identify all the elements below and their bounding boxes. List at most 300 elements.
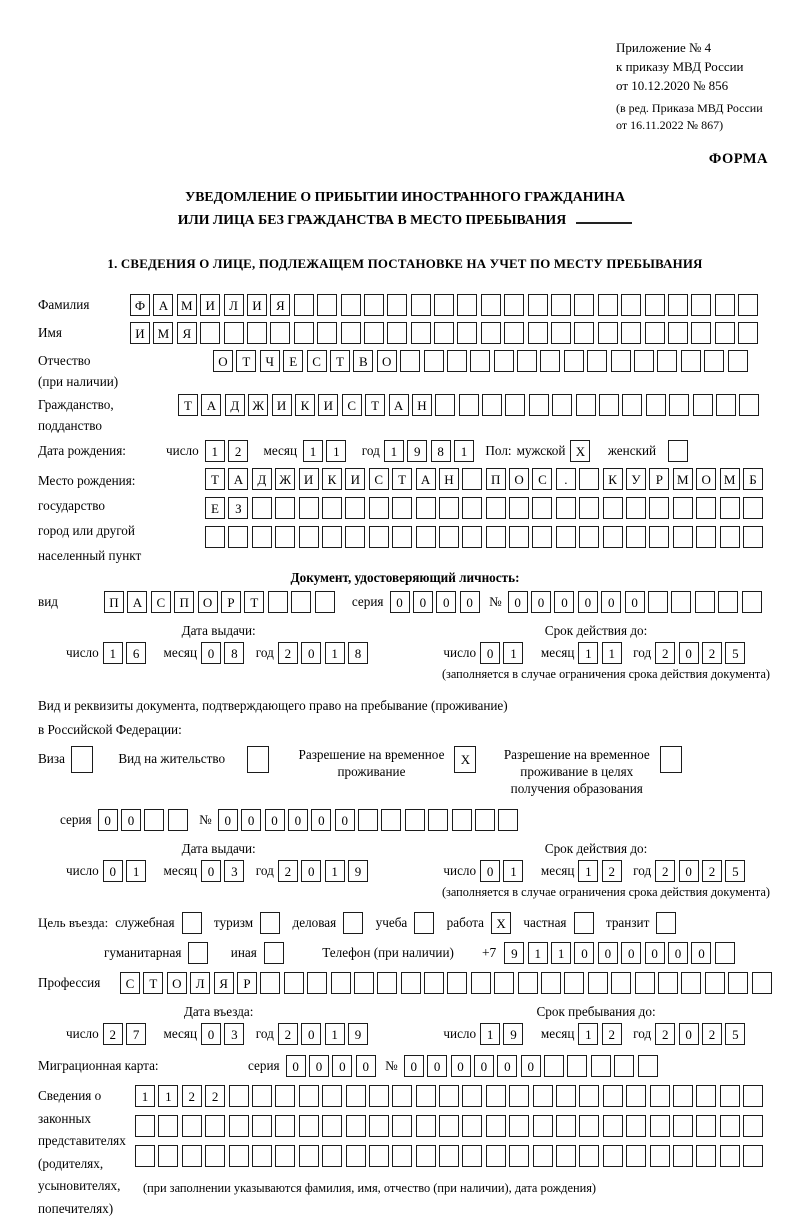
patronymic-cell[interactable]: О xyxy=(213,350,233,372)
purpose-humanitarian-checkbox-cell[interactable] xyxy=(188,942,208,964)
migration-number-cell[interactable]: 0 xyxy=(521,1055,541,1077)
birth-place-cell[interactable]: Д xyxy=(252,468,272,490)
birth-place-cell[interactable] xyxy=(486,497,506,519)
doc-number-cell[interactable] xyxy=(671,591,691,613)
patronymic-cell[interactable] xyxy=(611,350,631,372)
surname-cell[interactable] xyxy=(457,294,477,316)
legal-reps-cell[interactable] xyxy=(158,1145,178,1167)
migration-number-cell[interactable] xyxy=(614,1055,634,1077)
patronymic-cell[interactable] xyxy=(447,350,467,372)
legal-reps-cell[interactable] xyxy=(743,1085,763,1107)
purpose-other-checkbox-cell[interactable] xyxy=(264,942,284,964)
legal-reps-cell[interactable] xyxy=(603,1085,623,1107)
migration-number-cell[interactable]: 0 xyxy=(427,1055,447,1077)
surname-cell[interactable] xyxy=(481,294,501,316)
birth-place-cell[interactable] xyxy=(603,497,623,519)
name-cell[interactable]: И xyxy=(130,322,150,344)
surname-cell[interactable] xyxy=(551,294,571,316)
profession-cell[interactable] xyxy=(307,972,327,994)
doc-valid-year-cell[interactable]: 0 xyxy=(679,642,699,664)
profession-cell[interactable] xyxy=(447,972,467,994)
doc-number-cell[interactable]: 0 xyxy=(601,591,621,613)
permit-valid-year-cell[interactable]: 0 xyxy=(679,860,699,882)
birth-place-cell[interactable] xyxy=(345,526,365,548)
permit-number-cell[interactable] xyxy=(405,809,425,831)
legal-reps-cell[interactable] xyxy=(533,1115,553,1137)
profession-cell[interactable]: Т xyxy=(143,972,163,994)
legal-reps-cell[interactable] xyxy=(486,1115,506,1137)
name-cell[interactable] xyxy=(481,322,501,344)
legal-reps-cell[interactable] xyxy=(626,1115,646,1137)
birth-place-cell[interactable] xyxy=(369,526,389,548)
legal-reps-cell[interactable]: 1 xyxy=(158,1085,178,1107)
surname-cell[interactable] xyxy=(645,294,665,316)
name-cell[interactable] xyxy=(528,322,548,344)
surname-cell[interactable] xyxy=(574,294,594,316)
legal-reps-cell[interactable] xyxy=(439,1115,459,1137)
permit-number-cell[interactable] xyxy=(452,809,472,831)
legal-reps-cell[interactable] xyxy=(720,1085,740,1107)
birth-place-cell[interactable] xyxy=(579,468,599,490)
migration-number-cell[interactable] xyxy=(591,1055,611,1077)
doc-kind-cell[interactable]: О xyxy=(198,591,218,613)
migration-number-cell[interactable] xyxy=(544,1055,564,1077)
birth-place-cell[interactable] xyxy=(392,497,412,519)
legal-reps-cell[interactable] xyxy=(322,1145,342,1167)
legal-reps-cell[interactable] xyxy=(673,1115,693,1137)
surname-cell[interactable] xyxy=(364,294,384,316)
doc-kind-cell[interactable]: П xyxy=(174,591,194,613)
permit-valid-month-cell[interactable]: 2 xyxy=(602,860,622,882)
stay-year-cell[interactable]: 2 xyxy=(655,1023,675,1045)
doc-valid-month-cell[interactable]: 1 xyxy=(578,642,598,664)
surname-cell[interactable] xyxy=(434,294,454,316)
legal-reps-cell[interactable] xyxy=(299,1115,319,1137)
doc-issue-year-cell[interactable]: 8 xyxy=(348,642,368,664)
doc-valid-month-cell[interactable]: 1 xyxy=(602,642,622,664)
migration-number-cell[interactable] xyxy=(638,1055,658,1077)
doc-valid-year-cell[interactable]: 2 xyxy=(702,642,722,664)
temp-residence-education-checkbox-cell[interactable] xyxy=(660,746,682,773)
patronymic-cell[interactable] xyxy=(681,350,701,372)
doc-kind-cell[interactable] xyxy=(268,591,288,613)
legal-reps-cell[interactable] xyxy=(486,1085,506,1107)
doc-kind-cell[interactable]: С xyxy=(151,591,171,613)
legal-reps-cell[interactable] xyxy=(369,1145,389,1167)
patronymic-cell[interactable] xyxy=(400,350,420,372)
citizenship-cell[interactable]: Д xyxy=(225,394,245,416)
purpose-private-checkbox-cell[interactable] xyxy=(574,912,594,934)
name-cell[interactable] xyxy=(574,322,594,344)
legal-reps-cell[interactable] xyxy=(299,1085,319,1107)
permit-valid-year-cell[interactable]: 2 xyxy=(655,860,675,882)
doc-series-cell[interactable]: 0 xyxy=(390,591,410,613)
doc-valid-day-cell[interactable]: 0 xyxy=(480,642,500,664)
legal-reps-cell[interactable] xyxy=(462,1085,482,1107)
birth-place-cell[interactable]: А xyxy=(416,468,436,490)
citizenship-cell[interactable]: А xyxy=(389,394,409,416)
citizenship-cell[interactable] xyxy=(716,394,736,416)
legal-reps-cell[interactable] xyxy=(462,1115,482,1137)
legal-reps-cell[interactable] xyxy=(252,1115,272,1137)
permit-number-cell[interactable] xyxy=(381,809,401,831)
name-cell[interactable] xyxy=(457,322,477,344)
citizenship-cell[interactable] xyxy=(599,394,619,416)
profession-cell[interactable] xyxy=(658,972,678,994)
legal-reps-cell[interactable]: 2 xyxy=(182,1085,202,1107)
birth-place-cell[interactable] xyxy=(322,497,342,519)
birth-day-cell[interactable]: 2 xyxy=(228,440,248,462)
legal-reps-cell[interactable]: 1 xyxy=(135,1085,155,1107)
doc-number-cell[interactable] xyxy=(742,591,762,613)
permit-number-cell[interactable] xyxy=(475,809,495,831)
birth-year-cell[interactable]: 9 xyxy=(407,440,427,462)
legal-reps-cell[interactable] xyxy=(650,1145,670,1167)
doc-kind-cell[interactable]: П xyxy=(104,591,124,613)
name-cell[interactable] xyxy=(364,322,384,344)
doc-issue-month-cell[interactable]: 0 xyxy=(201,642,221,664)
legal-reps-cell[interactable] xyxy=(579,1085,599,1107)
patronymic-cell[interactable]: В xyxy=(353,350,373,372)
patronymic-cell[interactable] xyxy=(540,350,560,372)
patronymic-cell[interactable] xyxy=(494,350,514,372)
profession-cell[interactable]: Л xyxy=(190,972,210,994)
legal-reps-cell[interactable] xyxy=(392,1145,412,1167)
patronymic-cell[interactable] xyxy=(564,350,584,372)
surname-cell[interactable]: Ф xyxy=(130,294,150,316)
birth-place-cell[interactable]: И xyxy=(299,468,319,490)
surname-cell[interactable] xyxy=(691,294,711,316)
legal-reps-cell[interactable] xyxy=(299,1145,319,1167)
birth-place-cell[interactable] xyxy=(275,526,295,548)
migration-number-cell[interactable] xyxy=(567,1055,587,1077)
birth-place-cell[interactable] xyxy=(696,526,716,548)
profession-cell[interactable] xyxy=(354,972,374,994)
entry-month-cell[interactable]: 0 xyxy=(201,1023,221,1045)
birth-place-cell[interactable] xyxy=(462,497,482,519)
permit-number-cell[interactable]: 0 xyxy=(335,809,355,831)
name-cell[interactable] xyxy=(645,322,665,344)
legal-reps-cell[interactable] xyxy=(346,1145,366,1167)
name-cell[interactable] xyxy=(598,322,618,344)
profession-cell[interactable] xyxy=(611,972,631,994)
surname-cell[interactable] xyxy=(387,294,407,316)
birth-place-cell[interactable]: С xyxy=(369,468,389,490)
birth-place-cell[interactable] xyxy=(509,526,529,548)
stay-year-cell[interactable]: 2 xyxy=(702,1023,722,1045)
permit-valid-year-cell[interactable]: 2 xyxy=(702,860,722,882)
legal-reps-cell[interactable] xyxy=(346,1115,366,1137)
legal-reps-cell[interactable] xyxy=(696,1145,716,1167)
entry-year-cell[interactable]: 9 xyxy=(348,1023,368,1045)
birth-place-cell[interactable]: М xyxy=(673,468,693,490)
birth-place-cell[interactable]: Б xyxy=(743,468,763,490)
legal-reps-cell[interactable] xyxy=(252,1085,272,1107)
profession-cell[interactable] xyxy=(494,972,514,994)
stay-day-cell[interactable]: 9 xyxy=(503,1023,523,1045)
legal-reps-cell[interactable] xyxy=(229,1145,249,1167)
phone-cell[interactable]: 0 xyxy=(621,942,641,964)
citizenship-cell[interactable] xyxy=(482,394,502,416)
birth-place-cell[interactable]: У xyxy=(626,468,646,490)
birth-place-cell[interactable]: И xyxy=(345,468,365,490)
migration-series-cell[interactable]: 0 xyxy=(332,1055,352,1077)
birth-place-cell[interactable]: Е xyxy=(205,497,225,519)
migration-series-cell[interactable]: 0 xyxy=(286,1055,306,1077)
doc-series-cell[interactable]: 0 xyxy=(436,591,456,613)
legal-reps-cell[interactable] xyxy=(275,1145,295,1167)
surname-cell[interactable] xyxy=(738,294,758,316)
permit-number-cell[interactable] xyxy=(358,809,378,831)
permit-valid-month-cell[interactable]: 1 xyxy=(578,860,598,882)
birth-place-cell[interactable] xyxy=(369,497,389,519)
birth-place-cell[interactable]: О xyxy=(696,468,716,490)
legal-reps-cell[interactable] xyxy=(743,1145,763,1167)
name-cell[interactable] xyxy=(691,322,711,344)
legal-reps-cell[interactable] xyxy=(346,1085,366,1107)
citizenship-cell[interactable] xyxy=(552,394,572,416)
stay-day-cell[interactable]: 1 xyxy=(480,1023,500,1045)
migration-number-cell[interactable]: 0 xyxy=(497,1055,517,1077)
purpose-business-checkbox-cell[interactable] xyxy=(343,912,363,934)
birth-place-cell[interactable] xyxy=(462,526,482,548)
citizenship-cell[interactable] xyxy=(669,394,689,416)
birth-place-cell[interactable] xyxy=(532,497,552,519)
birth-place-cell[interactable]: С xyxy=(532,468,552,490)
permit-issue-year-cell[interactable]: 9 xyxy=(348,860,368,882)
birth-place-cell[interactable] xyxy=(509,497,529,519)
doc-series-cell[interactable]: 0 xyxy=(460,591,480,613)
birth-place-cell[interactable] xyxy=(439,526,459,548)
surname-cell[interactable]: Я xyxy=(270,294,290,316)
birth-place-cell[interactable] xyxy=(462,468,482,490)
legal-reps-cell[interactable] xyxy=(509,1085,529,1107)
citizenship-cell[interactable]: К xyxy=(295,394,315,416)
name-cell[interactable] xyxy=(411,322,431,344)
legal-reps-cell[interactable] xyxy=(205,1145,225,1167)
name-cell[interactable] xyxy=(224,322,244,344)
surname-cell[interactable] xyxy=(715,294,735,316)
profession-cell[interactable]: С xyxy=(120,972,140,994)
patronymic-cell[interactable]: Ч xyxy=(260,350,280,372)
citizenship-cell[interactable]: И xyxy=(318,394,338,416)
doc-valid-day-cell[interactable]: 1 xyxy=(503,642,523,664)
patronymic-cell[interactable] xyxy=(517,350,537,372)
patronymic-cell[interactable]: С xyxy=(307,350,327,372)
birth-place-cell[interactable] xyxy=(579,497,599,519)
legal-reps-cell[interactable] xyxy=(322,1085,342,1107)
purpose-official-checkbox-cell[interactable] xyxy=(182,912,202,934)
birth-place-cell[interactable] xyxy=(416,526,436,548)
sex-female-checkbox-cell[interactable] xyxy=(668,440,688,462)
migration-number-cell[interactable]: 0 xyxy=(404,1055,424,1077)
legal-reps-cell[interactable] xyxy=(369,1085,389,1107)
birth-place-cell[interactable] xyxy=(603,526,623,548)
legal-reps-cell[interactable] xyxy=(275,1115,295,1137)
birth-place-cell[interactable] xyxy=(322,526,342,548)
name-cell[interactable] xyxy=(715,322,735,344)
profession-cell[interactable] xyxy=(331,972,351,994)
permit-number-cell[interactable]: 0 xyxy=(288,809,308,831)
name-cell[interactable] xyxy=(434,322,454,344)
legal-reps-cell[interactable] xyxy=(509,1115,529,1137)
legal-reps-cell[interactable] xyxy=(229,1085,249,1107)
doc-kind-cell[interactable] xyxy=(291,591,311,613)
surname-cell[interactable] xyxy=(528,294,548,316)
surname-cell[interactable]: А xyxy=(153,294,173,316)
name-cell[interactable] xyxy=(387,322,407,344)
surname-cell[interactable] xyxy=(621,294,641,316)
birth-place-cell[interactable] xyxy=(649,497,669,519)
doc-number-cell[interactable] xyxy=(648,591,668,613)
legal-reps-cell[interactable] xyxy=(673,1085,693,1107)
birth-place-cell[interactable] xyxy=(696,497,716,519)
citizenship-cell[interactable]: Ж xyxy=(248,394,268,416)
birth-month-cell[interactable]: 1 xyxy=(303,440,323,462)
migration-number-cell[interactable]: 0 xyxy=(451,1055,471,1077)
phone-cell[interactable]: 0 xyxy=(574,942,594,964)
legal-reps-cell[interactable] xyxy=(579,1115,599,1137)
birth-place-cell[interactable] xyxy=(228,526,248,548)
legal-reps-cell[interactable] xyxy=(696,1115,716,1137)
birth-place-cell[interactable] xyxy=(626,497,646,519)
patronymic-cell[interactable]: Т xyxy=(236,350,256,372)
legal-reps-cell[interactable] xyxy=(462,1145,482,1167)
temp-residence-checkbox-cell[interactable]: X xyxy=(454,746,476,773)
legal-reps-cell[interactable] xyxy=(579,1145,599,1167)
doc-series-cell[interactable]: 0 xyxy=(413,591,433,613)
doc-kind-cell[interactable]: А xyxy=(127,591,147,613)
legal-reps-cell[interactable] xyxy=(603,1115,623,1137)
profession-cell[interactable] xyxy=(260,972,280,994)
profession-cell[interactable] xyxy=(681,972,701,994)
birth-place-cell[interactable] xyxy=(252,497,272,519)
citizenship-cell[interactable] xyxy=(646,394,666,416)
surname-cell[interactable] xyxy=(504,294,524,316)
birth-place-cell[interactable]: Н xyxy=(439,468,459,490)
patronymic-cell[interactable] xyxy=(424,350,444,372)
stay-year-cell[interactable]: 5 xyxy=(725,1023,745,1045)
phone-cell[interactable]: 9 xyxy=(504,942,524,964)
name-cell[interactable] xyxy=(551,322,571,344)
citizenship-cell[interactable] xyxy=(529,394,549,416)
entry-year-cell[interactable]: 1 xyxy=(325,1023,345,1045)
permit-series-cell[interactable] xyxy=(144,809,164,831)
legal-reps-cell[interactable] xyxy=(322,1115,342,1137)
birth-place-cell[interactable] xyxy=(626,526,646,548)
permit-issue-year-cell[interactable]: 1 xyxy=(325,860,345,882)
legal-reps-cell[interactable] xyxy=(252,1145,272,1167)
birth-place-cell[interactable] xyxy=(556,526,576,548)
legal-reps-cell[interactable] xyxy=(650,1085,670,1107)
purpose-tourism-checkbox-cell[interactable] xyxy=(260,912,280,934)
citizenship-cell[interactable]: Т xyxy=(178,394,198,416)
phone-cell[interactable] xyxy=(715,942,735,964)
surname-cell[interactable] xyxy=(317,294,337,316)
permit-issue-year-cell[interactable]: 2 xyxy=(278,860,298,882)
birth-place-cell[interactable] xyxy=(439,497,459,519)
doc-number-cell[interactable]: 0 xyxy=(578,591,598,613)
legal-reps-cell[interactable] xyxy=(720,1115,740,1137)
legal-reps-cell[interactable] xyxy=(182,1115,202,1137)
birth-place-cell[interactable] xyxy=(649,526,669,548)
birth-place-cell[interactable] xyxy=(720,526,740,548)
permit-issue-month-cell[interactable]: 3 xyxy=(224,860,244,882)
citizenship-cell[interactable] xyxy=(459,394,479,416)
permit-issue-day-cell[interactable]: 0 xyxy=(103,860,123,882)
purpose-work-checkbox-cell[interactable]: X xyxy=(491,912,511,934)
legal-reps-cell[interactable] xyxy=(626,1145,646,1167)
phone-cell[interactable]: 0 xyxy=(668,942,688,964)
profession-cell[interactable] xyxy=(377,972,397,994)
permit-issue-day-cell[interactable]: 1 xyxy=(126,860,146,882)
entry-day-cell[interactable]: 2 xyxy=(103,1023,123,1045)
doc-number-cell[interactable]: 0 xyxy=(508,591,528,613)
profession-cell[interactable] xyxy=(471,972,491,994)
birth-place-cell[interactable] xyxy=(299,497,319,519)
legal-reps-cell[interactable] xyxy=(392,1085,412,1107)
citizenship-cell[interactable] xyxy=(505,394,525,416)
birth-place-cell[interactable] xyxy=(743,497,763,519)
doc-kind-cell[interactable]: Р xyxy=(221,591,241,613)
doc-issue-year-cell[interactable]: 2 xyxy=(278,642,298,664)
citizenship-cell[interactable] xyxy=(622,394,642,416)
surname-cell[interactable] xyxy=(598,294,618,316)
profession-cell[interactable] xyxy=(728,972,748,994)
legal-reps-cell[interactable] xyxy=(509,1145,529,1167)
doc-number-cell[interactable] xyxy=(695,591,715,613)
surname-cell[interactable]: И xyxy=(247,294,267,316)
birth-place-cell[interactable]: Т xyxy=(392,468,412,490)
profession-cell[interactable] xyxy=(588,972,608,994)
name-cell[interactable] xyxy=(317,322,337,344)
surname-cell[interactable]: Л xyxy=(224,294,244,316)
residence-card-checkbox-cell[interactable] xyxy=(247,746,269,773)
name-cell[interactable]: Я xyxy=(177,322,197,344)
permit-number-cell[interactable]: 0 xyxy=(265,809,285,831)
legal-reps-cell[interactable] xyxy=(135,1145,155,1167)
profession-cell[interactable] xyxy=(401,972,421,994)
permit-valid-day-cell[interactable]: 0 xyxy=(480,860,500,882)
legal-reps-cell[interactable] xyxy=(533,1085,553,1107)
doc-kind-cell[interactable]: Т xyxy=(244,591,264,613)
visa-checkbox-cell[interactable] xyxy=(71,746,93,773)
doc-number-cell[interactable] xyxy=(718,591,738,613)
legal-reps-cell[interactable] xyxy=(369,1115,389,1137)
legal-reps-cell[interactable] xyxy=(182,1145,202,1167)
birth-place-cell[interactable] xyxy=(275,497,295,519)
purpose-study-checkbox-cell[interactable] xyxy=(414,912,434,934)
birth-place-cell[interactable]: З xyxy=(228,497,248,519)
profession-cell[interactable] xyxy=(635,972,655,994)
citizenship-cell[interactable]: Т xyxy=(365,394,385,416)
legal-reps-cell[interactable] xyxy=(486,1145,506,1167)
birth-place-cell[interactable]: П xyxy=(486,468,506,490)
birth-month-cell[interactable]: 1 xyxy=(326,440,346,462)
profession-cell[interactable]: О xyxy=(167,972,187,994)
name-cell[interactable] xyxy=(270,322,290,344)
legal-reps-cell[interactable] xyxy=(229,1115,249,1137)
birth-place-cell[interactable] xyxy=(252,526,272,548)
citizenship-cell[interactable]: С xyxy=(342,394,362,416)
legal-reps-cell[interactable] xyxy=(556,1145,576,1167)
birth-place-cell[interactable] xyxy=(345,497,365,519)
doc-number-cell[interactable]: 0 xyxy=(531,591,551,613)
citizenship-cell[interactable] xyxy=(576,394,596,416)
migration-number-cell[interactable]: 0 xyxy=(474,1055,494,1077)
doc-valid-year-cell[interactable]: 2 xyxy=(655,642,675,664)
patronymic-cell[interactable]: Т xyxy=(330,350,350,372)
